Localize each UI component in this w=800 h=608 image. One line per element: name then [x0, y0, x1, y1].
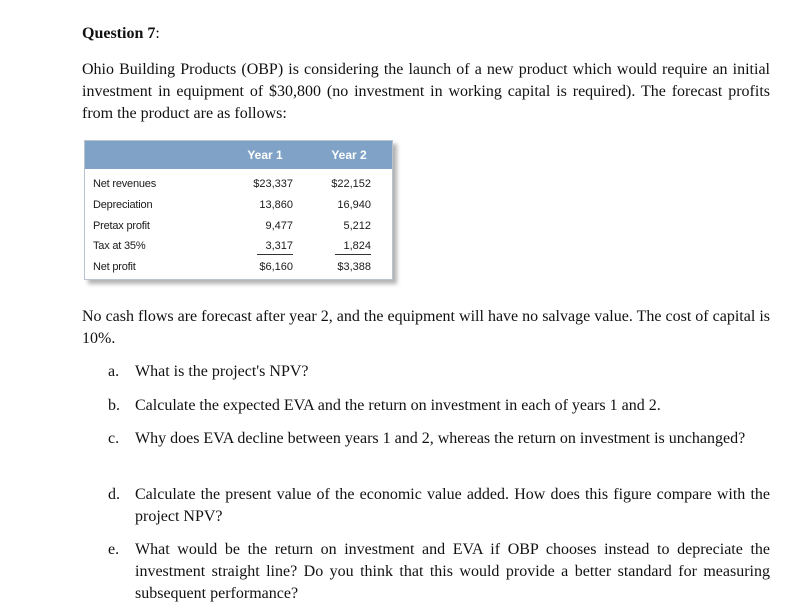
row-value-year-2: $3,388 — [337, 261, 371, 273]
row-value-year-2: 16,940 — [337, 199, 371, 211]
item-letter: e. — [108, 541, 120, 558]
table-row — [85, 217, 392, 238]
row-value-year-1: $6,160 — [259, 261, 293, 273]
forecast-profits-table — [84, 140, 393, 280]
subtotal-underline-year-2 — [335, 254, 371, 255]
item-text: What is the project's NPV? — [135, 363, 309, 380]
question-title-colon: : — [155, 25, 160, 42]
item-text: What would be the return on investment and EVA if OBP chooses instead to depreciate the investment straight line? Do you think that this would provide a better standard for measuring subsequent performance? — [135, 541, 770, 602]
item-text: Calculate the present value of the economic value added. How does this figure compare with the project NPV? — [135, 486, 770, 525]
row-label: Depreciation — [93, 199, 153, 211]
table-row — [85, 258, 392, 279]
header-year-2: Year 2 — [331, 148, 367, 162]
table-row — [85, 196, 392, 217]
row-value-year-2: 5,212 — [343, 220, 371, 232]
item-letter: c. — [108, 430, 120, 447]
item-letter: a. — [108, 363, 120, 380]
header-year-1: Year 1 — [247, 148, 283, 162]
row-value-year-1: 3,317 — [265, 240, 293, 252]
row-label: Pretax profit — [93, 220, 150, 232]
item-letter: b. — [108, 397, 120, 414]
row-label: Net profit — [93, 261, 136, 273]
table-header — [85, 141, 392, 169]
table-row — [85, 175, 392, 196]
item-text: Why does EVA decline between years 1 and 2, whereas the return on investment is unchanged? — [135, 430, 746, 447]
row-value-year-1: 13,860 — [259, 199, 293, 211]
after-table-paragraph: No cash flows are forecast after year 2, and the equipment will have no salvage value. The cost of capital is 10%. — [82, 308, 770, 347]
subtotal-underline-year-1 — [257, 254, 293, 255]
question-title — [82, 25, 160, 43]
row-value-year-1: $23,337 — [253, 178, 293, 190]
item-letter: d. — [108, 486, 120, 503]
row-value-year-1: 9,477 — [265, 220, 293, 232]
intro-paragraph: Ohio Building Products (OBP) is considering the launch of a new product which would require an initial investment in equipment of $30,800 (no investment in working capital is required). The forecast profits from the product are as follows: — [82, 61, 770, 122]
item-text: Calculate the expected EVA and the return on investment in each of years 1 and 2. — [135, 397, 661, 414]
question-title-text: Question 7 — [82, 25, 156, 42]
row-value-year-2: 1,824 — [343, 240, 371, 252]
row-label: Net revenues — [93, 178, 157, 190]
row-label: Tax at 35% — [93, 240, 146, 252]
row-value-year-2: $22,152 — [331, 178, 371, 190]
